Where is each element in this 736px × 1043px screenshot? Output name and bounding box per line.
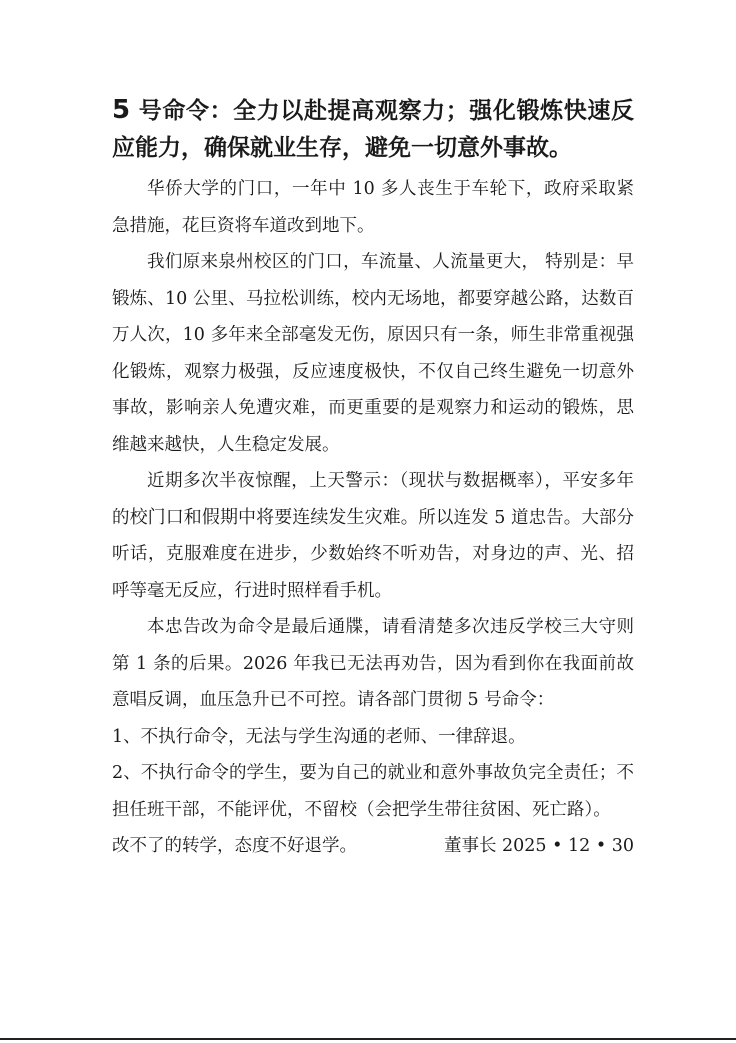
closing-line — [112, 828, 634, 865]
paragraph-huaqiao: 华侨大学的门口，一年中 10 多人丧生于车轮下，政府采取紧急措施，花巨资将车道改到地下。 — [112, 179, 634, 236]
paragraph-warning — [112, 463, 634, 609]
paragraph-quanzhou-campus: 我们原来泉州校区的门口，车流量、人流量更大， 特别是：早锻炼、10 公里、马拉松训练，校内无场地，都要穿越公路，达数百万人次，10 多年来全部毫发无伤，原因只有一条，师生非常重视强化锻炼，观察力极强，反应速度极快，不仅自己终生避免一切意外事故，影响亲人免遭灾难，而更重要的是观察力和运动的锻炼，思维越来越快，人生稳定发展。 — [112, 252, 634, 455]
order-heading — [112, 92, 634, 167]
warning-emphasis: 校门口和假期中将要连续发生灾难 — [129, 506, 401, 528]
paragraph-ultimatum: 本忠告改为命令是最后通牒，请看清楚多次违反学校三大守则第 1 条的后果。2026 年我已无法再劝告，因为看到你在我面前故意唱反调，血压急升已不可控。请各部门贯彻 5 号命令： — [112, 617, 634, 710]
order-item-students-tail: 改不了的转学，态度不好退学。 — [112, 836, 357, 856]
order-item-students: 2、不执行命令的学生，要为自己的就业和意外事故负完全责任；不担任班干部，不能评优，不留校（会把学生带往贫困、死亡路）。 — [112, 763, 634, 820]
document-page — [112, 92, 634, 865]
warning-text-start: 近期多次半夜惊醒，上天警示：（现状与数据概率），平安多年的 — [112, 471, 634, 528]
signature-date: 董事长 2025 • 12 • 30 — [443, 836, 634, 856]
bottom-divider — [0, 1038, 736, 1040]
order-number: 5 — [112, 95, 131, 125]
order-title: 号命令：全力以赴提高观察力；强化锻炼快速反应能力，确保就业生存，避免一切意外事故。 — [112, 98, 634, 161]
order-item-teachers: 1、不执行命令，无法与学生沟通的老师、一律辞退。 — [112, 726, 526, 747]
warning-text-end: 。所以连发 5 道忠告。大部分听话，克服难度在进步，少数始终不听劝告，对身边的声、光、招呼等毫无反应，行进时照样看手机。 — [112, 507, 634, 601]
